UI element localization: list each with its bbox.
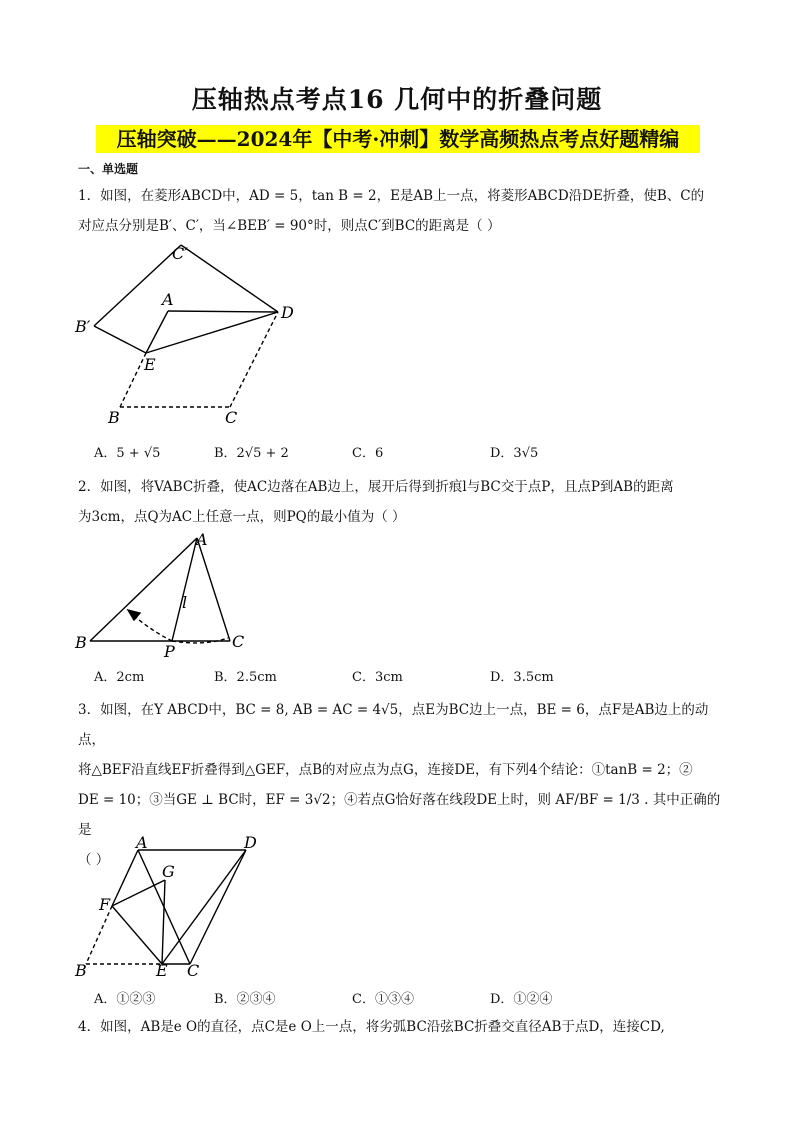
question-2-option-b[interactable]: B．2.5cm (214, 670, 277, 685)
fold-line-l (172, 538, 197, 641)
segment-bp-e (94, 326, 146, 353)
label-d: D (244, 833, 257, 852)
question-2 (78, 472, 728, 532)
question-1-option-d[interactable]: D．3√5 (490, 446, 539, 461)
segment-f-e (112, 906, 162, 964)
label-a: A (162, 290, 174, 309)
label-f: F (99, 895, 111, 914)
segment-a-f (112, 850, 138, 906)
label-c: C (187, 961, 200, 980)
question-2-option-c[interactable]: C．3cm (352, 670, 403, 685)
label-a: A (136, 833, 148, 852)
question-3-option-b[interactable]: B．②③④ (214, 992, 276, 1007)
segment-f-b-dashed (86, 906, 112, 964)
label-e: E (144, 355, 156, 374)
question-2-line-2: 为3cm，点Q为AC上任意一点，则PQ的最小值为（ ） (78, 509, 406, 525)
label-d: D (281, 303, 294, 322)
figure-3 (70, 832, 280, 982)
question-3-line-3: DE = 10；③当GE ⊥ BC时，EF = 3√2；④若点G恰好落在线段DE上时，则 AF/BF = 1/3 . 其中正确的是 (78, 792, 721, 838)
section-heading: 一、单选题 (78, 162, 139, 176)
arrow-head-icon (128, 610, 140, 620)
question-1 (78, 181, 728, 241)
question-2-line-1: 2．如图，将VABC折叠，使AC边落在AB边上，展开后得到折痕l与BC交于点P，且点P到AB的距离 (78, 479, 674, 495)
question-3-option-c[interactable]: C．①③④ (352, 992, 414, 1007)
question-1-option-a[interactable]: A．5 + √5 (94, 446, 161, 461)
label-c: C (225, 408, 238, 427)
question-1-option-b[interactable]: B．2√5 + 2 (214, 446, 289, 461)
figure-2 (70, 530, 270, 660)
question-3-line-4: （ ） (78, 852, 110, 868)
label-b-prime: B′ (75, 317, 91, 336)
figure-1 (70, 240, 310, 430)
question-2-option-d[interactable]: D．3.5cm (490, 670, 554, 685)
question-1-option-c[interactable]: C．6 (352, 446, 384, 461)
label-e: E (156, 961, 168, 980)
segment-c-d-dashed (230, 312, 278, 407)
question-2-option-a[interactable]: A．2cm (94, 670, 145, 685)
segment-e-d (146, 312, 278, 353)
question-3-line-1: 3．如图，在Y ABCD中，BC = 8, AB = AC = 4√5，点E为BC边上一点，BE = 6，点F是AB边上的动点， (78, 702, 709, 748)
question-1-line-2: 对应点分别是B′、C′，当∠BEB′ = 90°时，则点C′到BC的距离是（ ） (78, 218, 501, 234)
page-title: 压轴热点考点16 几何中的折叠问题 (191, 85, 603, 114)
question-3-line-2: 将△BEF沿直线EF折叠得到△GEF，点B的对应点为点G，连接DE，有下列4个结论：①tanB = 2；② (78, 762, 693, 778)
segment-a-c (197, 538, 230, 641)
segment-cp-d (181, 245, 278, 312)
question-4-line-1: 4．如图，AB是e O的直径，点C是e O上一点，将劣弧BC沿弦BC折叠交直径AB于点D，连接CD, (78, 1019, 665, 1035)
segment-b-a (90, 538, 197, 641)
label-l: l (182, 593, 188, 612)
segment-g-e (162, 880, 165, 964)
label-b: B (75, 633, 87, 652)
segment-a-d (168, 311, 278, 312)
label-c-prime: C′ (172, 244, 188, 263)
fold-arc-left (132, 614, 172, 641)
question-3-option-d[interactable]: D．①②④ (490, 992, 553, 1007)
question-1-line-1: 1．如图，在菱形ABCD中，AD = 5，tan B = 2，E是AB上一点，将菱形ABCD沿DE折叠，使B、C的 (78, 188, 705, 204)
label-b: B (108, 408, 120, 427)
segment-c-d (190, 850, 246, 964)
label-c: C (232, 632, 245, 651)
label-a: A (196, 530, 208, 549)
label-g: G (162, 862, 175, 881)
question-3-option-a[interactable]: A．①②③ (94, 992, 156, 1007)
banner: 压轴突破——2024年【中考·冲刺】数学高频热点考点好题精编 (96, 125, 700, 153)
segment-e-b-dashed (120, 353, 146, 407)
label-p: P (164, 642, 175, 661)
question-4 (78, 1012, 728, 1042)
segment-bp-cp (94, 245, 181, 326)
label-b: B (75, 961, 87, 980)
